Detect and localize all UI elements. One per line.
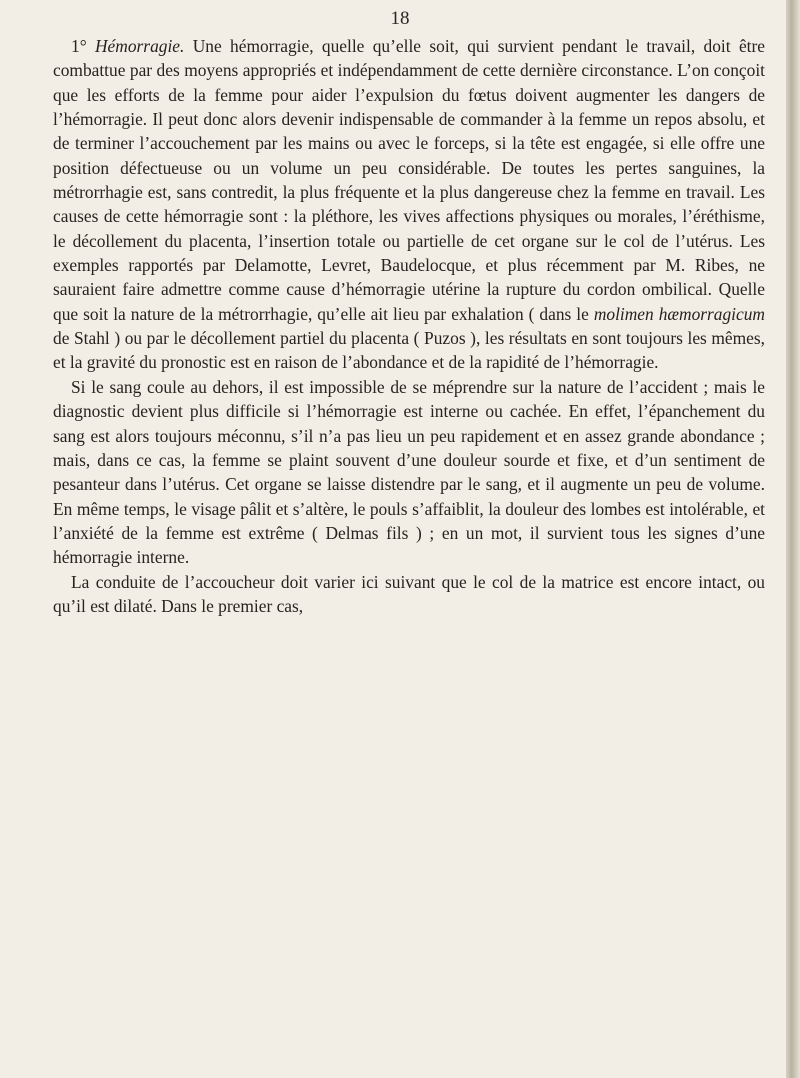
paragraph-text-tail: de Stahl ) ou par le décollement partiel du placenta ( Puzos ), les résultats en sont toujours les mêmes, et la gravité du pronostic est en raison de l’abondance et de la rapidité de l’hémorragie. — [53, 328, 765, 373]
paragraph-text: Une hémorragie, quelle qu’elle soit, qui survient pendant le travail, doit être combattue par des moyens appropriés et indépendamment de cette dernière circonstance. L’on conçoit que les efforts de la femme pour aider l’expulsion du fœtus doivent augmenter les dangers de l’hémorragie. Il peut donc alors devenir indispensable de commander à la femme un repos absolu, et de terminer l’accouchement par les mains ou avec le forceps, si la tête est engagée, si elle offre une position défectueuse ou un volume un peu considérable. De toutes les pertes sanguines, la métrorrhagie est, sans contredit, la plus fréquente et la plus dangereuse chez la femme en travail. Les causes de cette hémorragie sont : la pléthore, les vives affections physiques ou morales, l’éréthisme, le décollement du placenta, l’insertion totale ou partielle de cet organe sur le col de l’utérus. Les exemples rapportés par Delamotte, Levret, Baudelocque, et plus récemment par M. Ribes, ne sauraient faire admettre comme cause d’hémorragie utérine la rupture du cordon ombilical. Quelle que soit la nature de la métrorrhagie, qu’elle ait lieu par exhalation ( dans le — [53, 36, 766, 324]
paragraph-hemorragie-interne: Si le sang coule au dehors, il est impossible de se méprendre sur la nature de l’accident ; mais le diagnostic devient plus difficile si l’hémorragie est interne ou cachée. En effet, l’épanchement du sang est alors toujours méconnu, s’il n’a pas lieu un peu rapidement et en assez grande abondance ; mais, dans ce cas, la femme se plaint souvent d’une douleur sourde et fixe, et d’un sentiment de pesanteur dans l’utérus. Cet organe se laisse distendre par le sang, et il augmente un peu de volume. En même temps, le visage pâlit et s’altère, le pouls s’affaiblit, la douleur des lombes est intolérable, et l’anxiété de la femme est extrême ( Delmas fils ) ; en un mot, il survient tous les signes d’une hémorragie interne. — [53, 376, 765, 568]
body-text — [53, 34, 765, 618]
paragraph-conduite: La conduite de l’accoucheur doit varier ici suivant que le col de la matrice est encore intact, ou qu’il est dilaté. Dans le premier cas, — [53, 571, 765, 616]
section-heading: Hémorragie. — [95, 36, 185, 56]
page-number: 18 — [390, 8, 410, 29]
latin-term: molimen hæmorragicum — [593, 303, 765, 324]
book-page-edge — [786, 0, 800, 1078]
list-marker: 1° — [71, 36, 95, 56]
paragraph-hemorragie — [53, 34, 765, 375]
